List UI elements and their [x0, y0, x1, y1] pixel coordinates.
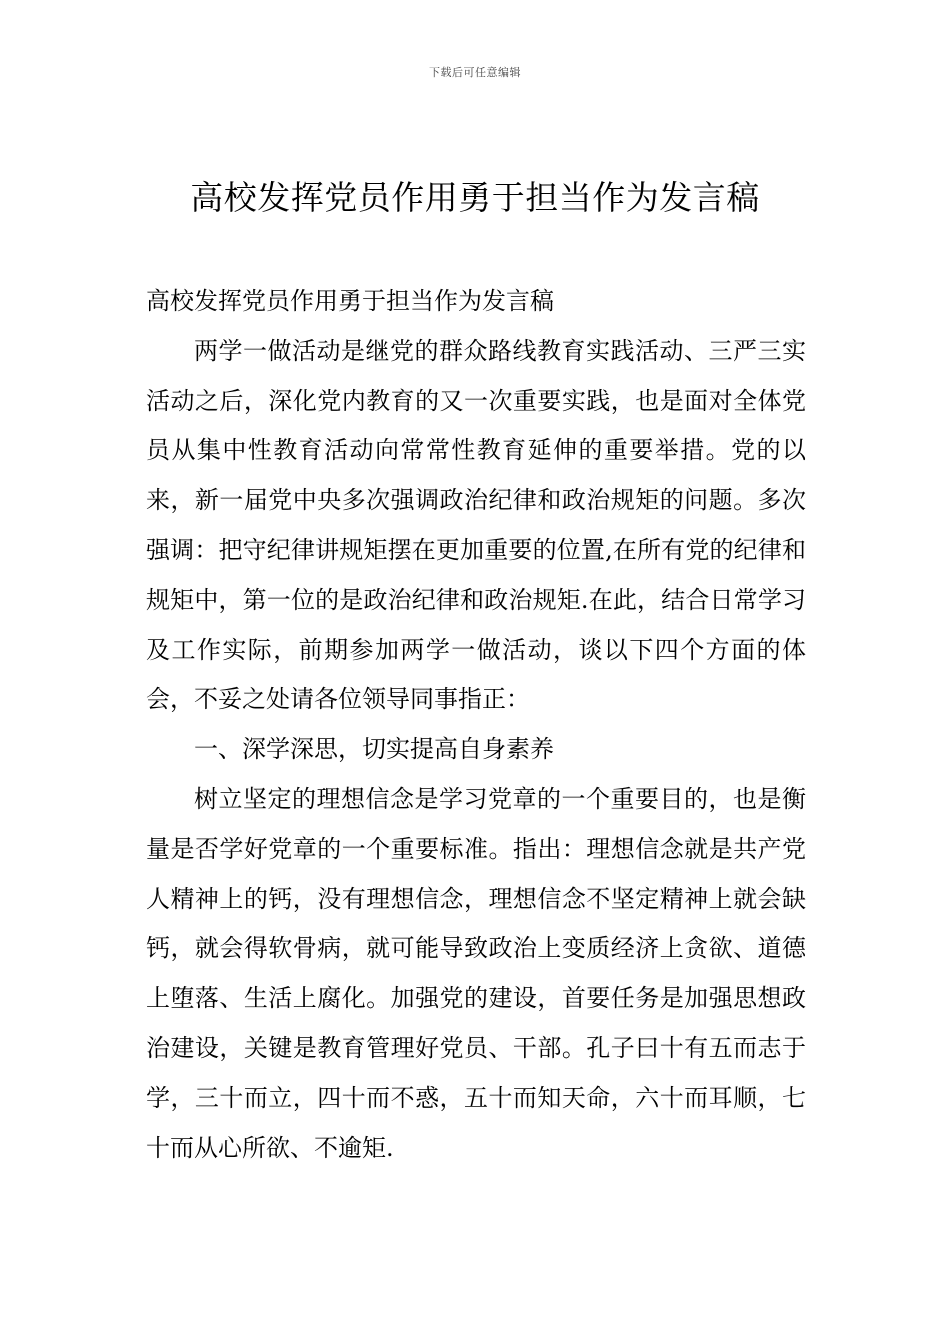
- body-paragraph-section-one: 树立坚定的理想信念是学习党章的一个重要目的，也是衡量是否学好党章的一个重要标准。指出：理想信念就是共产党人精神上的钙，没有理想信念，理想信念不坚定精神上就会缺钙，就会得软骨病，就可能导致政治上变质经济上贪欲、道德上堕落、生活上腐化。加强党的建设，首要任务是加强思想政治建设，关键是教育管理好党员、干部。孔子曰十有五而志于学，三十而立，四十而不惑，五十而知天命，六十而耳顺，七十而从心所欲、不逾矩.: [146, 784, 806, 1162]
- section-heading-one: 一、深学深思，切实提高自身素养: [194, 735, 554, 764]
- body-subtitle: 高校发挥党员作用勇于担当作为发言稿: [146, 287, 554, 315]
- document-body: [146, 277, 806, 1173]
- body-paragraph-intro: 两学一做活动是继党的群众路线教育实践活动、三严三实活动之后，深化党内教育的又一次重要实践，也是面对全体党员从集中性教育活动向常常性教育延伸的重要举措。党的以来，新一届党中央多次强调政治纪律和政治规矩的问题。多次强调：把守纪律讲规矩摆在更加重要的位置,在所有党的纪律和规矩中，第一位的是政治纪律和政治规矩.在此，结合日常学习及工作实际，前期参加两学一做活动，谈以下四个方面的体会，不妥之处请各位领导同事指正：: [146, 336, 806, 714]
- page-header-note: 下载后可任意编辑: [429, 66, 521, 79]
- document-title: 高校发挥党员作用勇于担当作为发言稿: [190, 178, 760, 217]
